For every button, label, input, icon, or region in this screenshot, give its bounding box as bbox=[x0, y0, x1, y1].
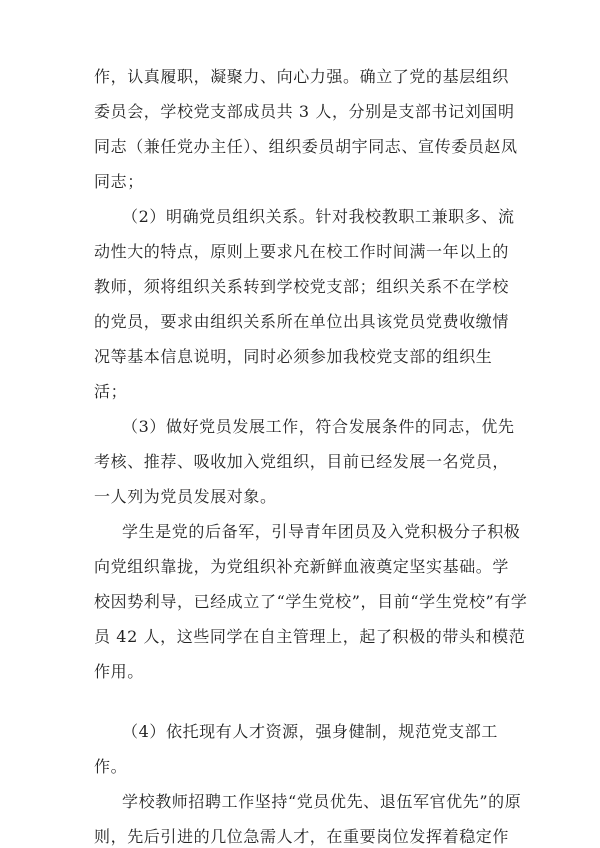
paragraph-start-line: 学校教师招聘工作坚持“党员优先、退伍军官优先”的原 bbox=[122, 792, 522, 811]
text-line: 作用。 bbox=[94, 662, 144, 681]
text-line: 同志（兼任党办主任）、组织委员胡宇同志、宣传委员赵凤 bbox=[94, 137, 518, 156]
text-line: 动性大的特点，原则上要求凡在校工作时间满一年以上的 bbox=[94, 242, 510, 261]
text-line: 则，先后引进的几位急需人才，在重要岗位发挥着稳定作 bbox=[94, 827, 510, 846]
paragraph-start-line: （2）明确党员组织关系。针对我校教职工兼职多、流 bbox=[122, 207, 515, 226]
text-line: 委员会，学校党支部成员共 3 人，分别是支部书记刘国明 bbox=[94, 102, 515, 121]
text-line: 作。 bbox=[94, 757, 128, 776]
text-line: 校因势利导，已经成立了“学生党校”，目前“学生党校”有学 bbox=[94, 592, 528, 611]
text-line: 教师，须将组织关系转到学校党支部；组织关系不在学校 bbox=[94, 277, 510, 296]
text-line: 同志； bbox=[94, 172, 144, 191]
paragraph-start-line: 学生是党的后备军，引导青年团员及入党积极分子积极 bbox=[122, 522, 521, 541]
text-line: 况等基本信息说明，同时必须参加我校党支部的组织生 bbox=[94, 347, 493, 366]
paragraph-start-line: （4）依托现有人才资源，强身健制，规范党支部工 bbox=[122, 722, 498, 741]
text-line: 一人列为党员发展对象。 bbox=[94, 487, 277, 506]
text-line: 的党员，要求由组织关系所在单位出具该党员党费收缴情 bbox=[94, 312, 510, 331]
text-line: 向党组织靠拢，为党组织补充新鲜血液奠定坚实基础。学 bbox=[94, 557, 510, 576]
text-line: 员 42 人，这些同学在自主管理上，起了积极的带头和模范 bbox=[94, 627, 526, 646]
text-line: 作，认真履职，凝聚力、向心力强。确立了党的基层组织 bbox=[94, 67, 510, 86]
paragraph-start-line: （3）做好党员发展工作，符合发展条件的同志，优先 bbox=[122, 417, 515, 436]
text-line: 考核、推荐、吸收加入党组织，目前已经发展一名党员， bbox=[94, 452, 510, 471]
text-line: 活； bbox=[94, 382, 128, 401]
